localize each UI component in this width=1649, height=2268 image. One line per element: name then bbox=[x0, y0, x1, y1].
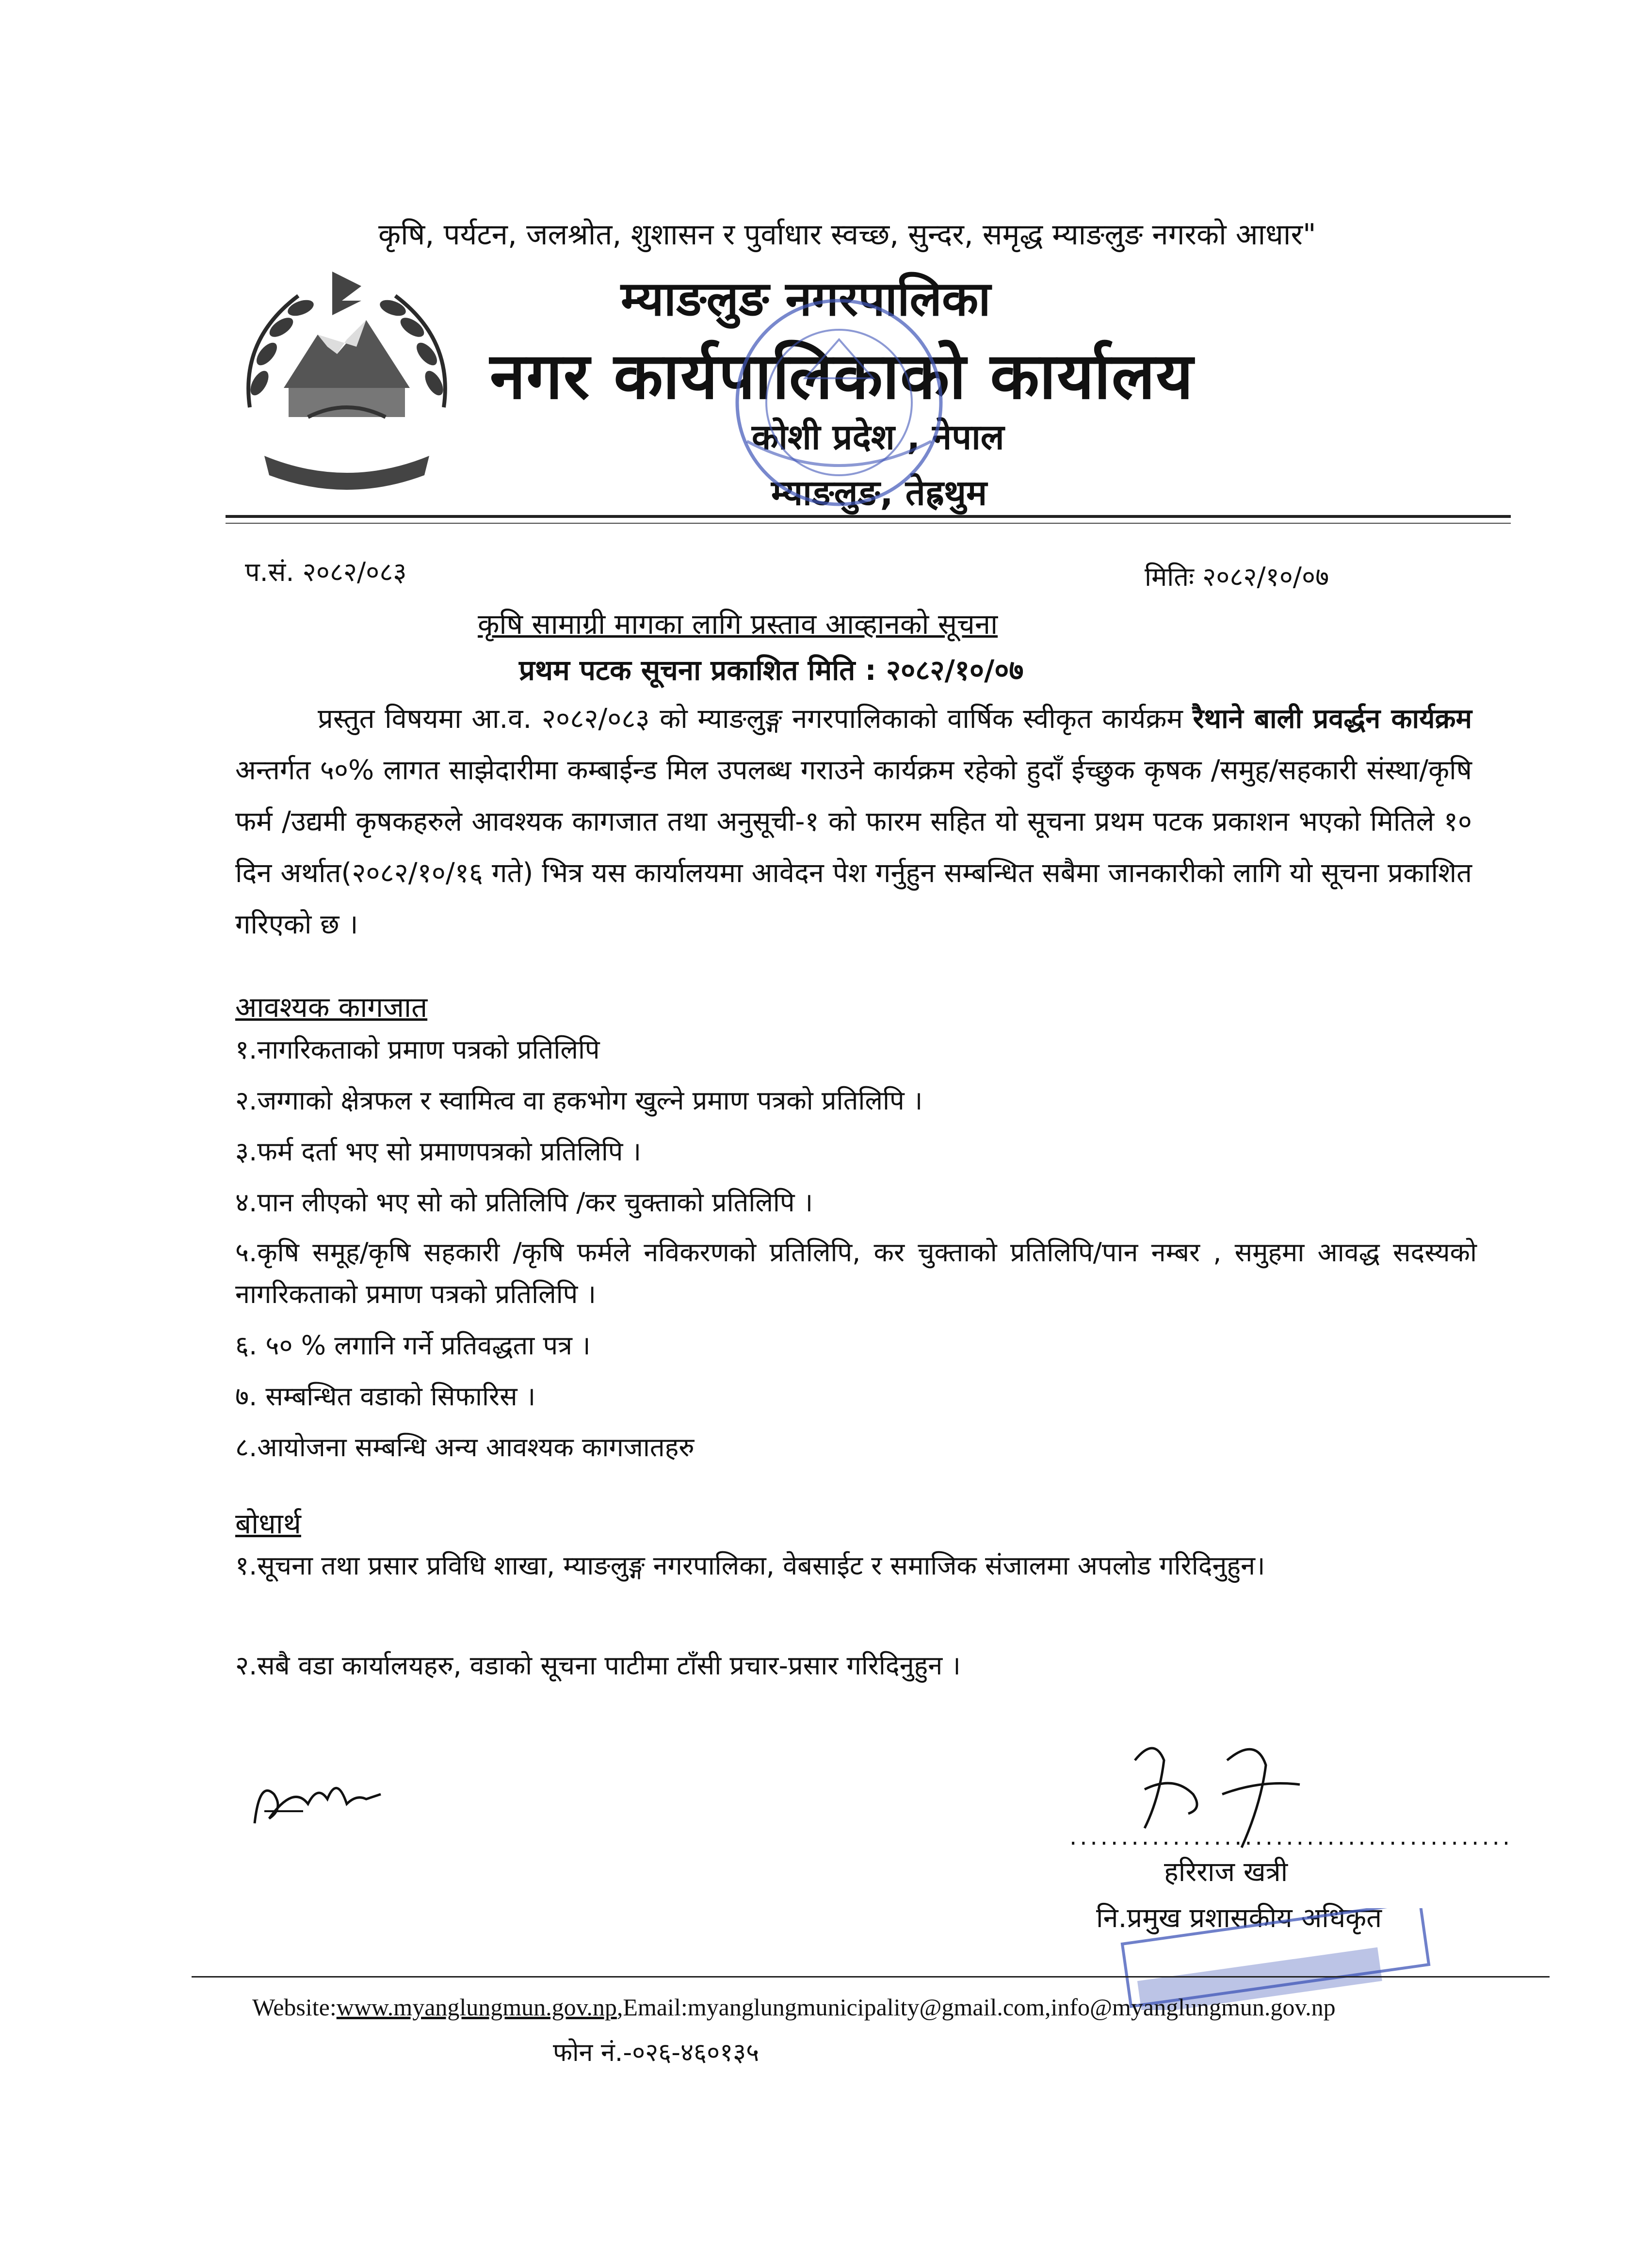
notice-title: कृषि सामाग्री मागका लागि प्रस्ताव आव्हानको सूचना bbox=[478, 608, 998, 641]
header-rule-thin bbox=[226, 523, 1511, 524]
email-address[interactable]: myanglungmunicipality@gmail.com,info@myanglungmun.gov.np bbox=[687, 1994, 1336, 2021]
footer-contact bbox=[252, 1993, 1336, 2021]
body-text-start: प्रस्तुत विषयमा आ.व. २०८२/०८३ को म्याङलुङ्ग नगरपालिकाको वार्षिक स्वीकृत कार्यक्रम bbox=[318, 703, 1193, 735]
list-item: ६. ५० % लगानि गर्ने प्रतिवद्धता पत्र । bbox=[235, 1330, 591, 1361]
municipality-name: म्याङलुङ नगरपालिका bbox=[621, 272, 991, 327]
footer-rule bbox=[192, 1976, 1550, 1978]
list-item: ४.पान लीएको भए सो को प्रतिलिपि /कर चुक्ताको प्रतिलिपि । bbox=[235, 1187, 813, 1218]
list-item: ७. सम्बन्धित वडाको सिफारिस । bbox=[235, 1381, 536, 1412]
list-item: १.सूचना तथा प्रसार प्रविधि शाखा, म्याङलुङ्ग नगरपालिका, वेबसाईट र समाजिक संजालमा अपलोड गरिदिनुहुन। bbox=[235, 1550, 1265, 1581]
initial-signature-graphic bbox=[245, 1765, 400, 1838]
signer-title: नि.प्रमुख प्रशासकीय अधिकृत bbox=[1096, 1902, 1382, 1934]
office-round-stamp bbox=[718, 281, 960, 553]
initial-signature bbox=[245, 1765, 400, 1838]
nepal-emblem-seal bbox=[221, 262, 473, 504]
reference-number: प.सं. २०८२/०८३ bbox=[245, 557, 407, 587]
header-rule-thick bbox=[226, 515, 1511, 518]
email-label: ,Email: bbox=[616, 1994, 688, 2021]
list-item: ८.आयोजना सम्बन्धि अन्य आवश्यक कागजातहरु bbox=[235, 1432, 695, 1463]
cc-heading: बोधार्थ bbox=[235, 1507, 301, 1540]
list-item: ५.कृषि समूह/कृषि सहकारी /कृषि फर्मले नविकरणको प्रतिलिपि, कर चुक्ताको प्रतिलिपि/पान नम्बर , समुहमा आवद्ध सदस्यको नागरिकताको प्रमाण पत्रको प्रतिलिपि । bbox=[235, 1237, 1477, 1309]
body-text-end: अन्तर्गत ५०% लागत साझेदारीमा कम्बाईन्ड मिल उपलब्ध गराउने कार्यक्रम रहेको हुदाँ ईच्छुक कृषक /समुह/सहकारी संस्था/कृषि फर्म /उद्यमी कृषकहरुले आवश्यक कागजात तथा अनुसूची-१ को फारम सहित यो सूचना प्रथम पटक प्रकाशन भएको मितिले १० दिन अर्थात(२०८२/१०/१६ गते) भित्र यस कार्यालयमा आवेदन पेश गर्नुहुन सम्बन्धित सबैमा जानकारीको लागि यो सूचना प्रकाशित गरिएको छ । bbox=[235, 755, 1472, 940]
office-name: नगर कार्यपालिकाको कार्यालय bbox=[490, 339, 1194, 414]
emblem-graphic bbox=[221, 262, 473, 504]
website-label: Website: bbox=[252, 1994, 337, 2021]
required-documents-heading: आवश्यक कागजात bbox=[235, 991, 428, 1024]
website-link[interactable]: www.myanglungmun.gov.np bbox=[336, 1994, 617, 2021]
office-stamp-graphic bbox=[718, 281, 960, 553]
list-item: १.नागरिकताको प्रमाण पत्रको प्रतिलिपि bbox=[235, 1034, 600, 1065]
notice-date: मितिः २०८२/१०/०७ bbox=[1145, 562, 1329, 592]
signer-name: हरिराज खत्री bbox=[1164, 1856, 1288, 1888]
notice-body bbox=[235, 693, 1472, 950]
signature-line: ........................................... bbox=[1069, 1823, 1513, 1850]
list-item: २.जग्गाको क्षेत्रफल र स्वामित्व वा हकभोग खुल्ने प्रमाण पत्रको प्रतिलिपि । bbox=[235, 1085, 923, 1116]
phone-number: फोन नं.-०२६-४६०१३५ bbox=[553, 2038, 760, 2067]
first-publication-date: प्रथम पटक सूचना प्रकाशित मिति : २०८२/१०/०७ bbox=[519, 654, 1024, 687]
province-country: कोशी प्रदेश , नेपाल bbox=[752, 417, 1004, 457]
program-name: रैथाने बाली प्रवर्द्धन कार्यक्रम bbox=[1193, 703, 1472, 735]
slogan: कृषि, पर्यटन, जलश्रोत, शुशासन र पुर्वाधार स्वच्छ, सुन्दर, समृद्ध म्याङलुङ नगरको आधार" bbox=[378, 218, 1316, 252]
list-item: ३.फर्म दर्ता भए सो प्रमाणपत्रको प्रतिलिपि । bbox=[235, 1136, 642, 1167]
list-item: २.सबै वडा कार्यालयहरु, वडाको सूचना पाटीमा टाँसी प्रचार-प्रसार गरिदिनुहुन । bbox=[235, 1650, 961, 1681]
district-address: म्याङलुङ, तेह्रथुम bbox=[771, 472, 987, 513]
